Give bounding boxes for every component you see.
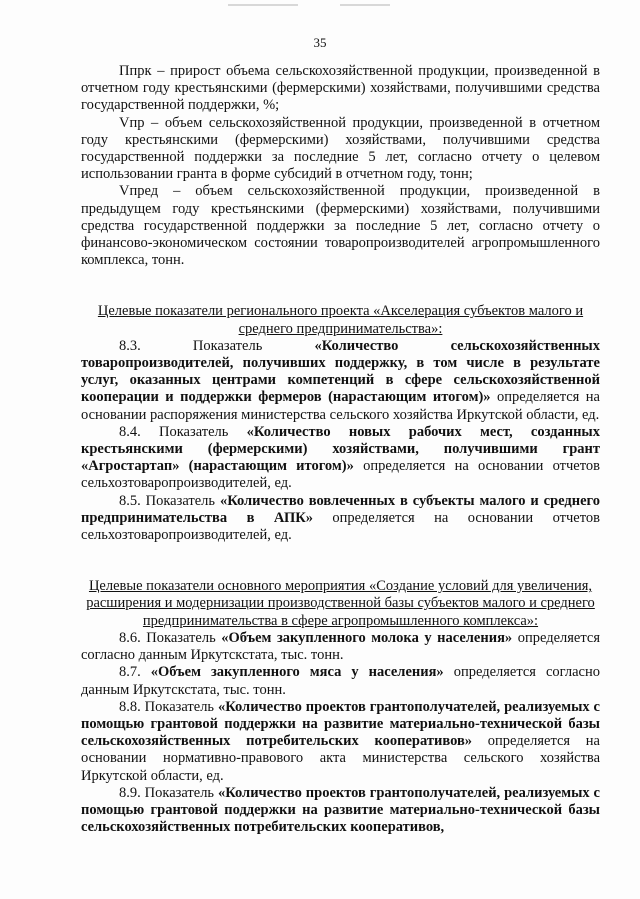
definition-text: – объем сельскохозяйственной продукции, произведенной в отчетном году крестьянскими (фермерскими) хозяйствами, получившими средства государственной поддержки за последние 5 лет, согласно отчету о целевом использовании гранта в форме субсидий в отчетном году, тонн;	[81, 114, 600, 183]
scan-artifact	[228, 4, 298, 6]
indicator-paragraph	[81, 785, 600, 837]
indicator-name: «Количество проектов грантополучателей, реализуемых с помощью грантовой поддержки на развитие материально-технической базы сельскохозяйственных потребительских кооперативов»	[81, 698, 600, 750]
definition-paragraph	[81, 63, 600, 115]
item-number: 8.3. Показатель	[119, 337, 315, 354]
item-number: 8.6. Показатель	[119, 629, 222, 646]
indicator-name: «Количество новых рабочих мест, созданных крестьянскими (фермерскими) хозяйствами, получившими грант «Агростартап» (нарастающим итогом)»	[81, 423, 600, 475]
item-number: 8.7.	[119, 664, 151, 681]
item-number: 8.9. Показатель	[119, 784, 218, 801]
definition-text: – объем сельскохозяйственной продукции, произведенной в предыдущем году крестьянскими (фермерскими) хозяйствами, получившими средства государственной поддержки за последние 5 лет, согласно отчету о финансово-экономическом состоянии товаропроизводителей агропромышленного комплекса, тонн.	[81, 183, 600, 269]
section-heading: Целевые показатели регионального проекта «Акселерация субъектов малого и среднего предпринимательства»:	[97, 303, 584, 337]
formula-symbol: Vпред	[119, 183, 159, 200]
definition-paragraph	[81, 115, 600, 184]
page-number: 35	[313, 35, 327, 50]
document-body	[81, 63, 600, 836]
indicator-description: определяется на основании нормативно-правового акта министерства сельского хозяйства Иркутской области, ед.	[81, 733, 600, 784]
section-heading: Целевые показатели основного мероприятия «Создание условий для увеличения, расширения и модернизации производственной базы субъектов малого и среднего предпринимательства в сфере агропромышленного комплекса»:	[86, 578, 595, 629]
indicator-name: «Количество сельскохозяйственных товаропроизводителей, получивших поддержку, в том числе в результате услуг, оказанных центрами компетенций в сфере сельскохозяйственной кооперации и поддержки фермеров (нарастающим итогом)»	[81, 337, 600, 406]
indicator-paragraph	[81, 630, 600, 664]
item-number: 8.4. Показатель	[119, 423, 247, 440]
indicator-name: «Количество проектов грантополучателей, реализуемых с помощью грантовой поддержки на развитие материально-технической базы сельскохозяйственных потребительских кооперативов,	[81, 784, 600, 836]
indicator-description: определяется согласно данным Иркутскстата, тыс. тонн.	[81, 664, 600, 698]
indicator-name: «Объем закупленного мяса у населения»	[150, 664, 444, 681]
indicator-paragraph	[81, 493, 600, 545]
formula-symbol: Vпр	[119, 114, 145, 131]
indicator-paragraph	[81, 338, 600, 424]
item-number: 8.5. Показатель	[119, 492, 220, 509]
item-number: 8.8. Показатель	[119, 698, 218, 715]
indicator-paragraph	[81, 664, 600, 698]
formula-symbol: Ппрк	[119, 63, 152, 79]
scan-artifact	[340, 4, 390, 6]
definition-text: – прирост объема сельскохозяйственной продукции, произведенной в отчетном году крестьянскими (фермерскими) хозяйствами, получившими средства государственной поддержки, %;	[81, 63, 600, 114]
indicator-description: определяется согласно данным Иркутскстата, тыс. тонн.	[81, 629, 600, 664]
indicator-paragraph	[81, 424, 600, 493]
indicator-name: «Количество вовлеченных в субъекты малого и среднего предпринимательства в АПК»	[81, 492, 600, 526]
definition-paragraph	[81, 183, 600, 269]
indicator-description: определяется на основании распоряжения министерства сельского хозяйства Иркутской области, ед.	[81, 389, 600, 423]
indicator-paragraph	[81, 699, 600, 785]
indicator-name: «Объем закупленного молока у населения»	[221, 629, 513, 646]
indicator-description: определяется на основании отчетов сельхозтоваропроизводителей, ед.	[81, 458, 600, 492]
indicator-description: определяется на основании отчетов сельхозтоваропроизводителей, ед.	[81, 509, 600, 544]
